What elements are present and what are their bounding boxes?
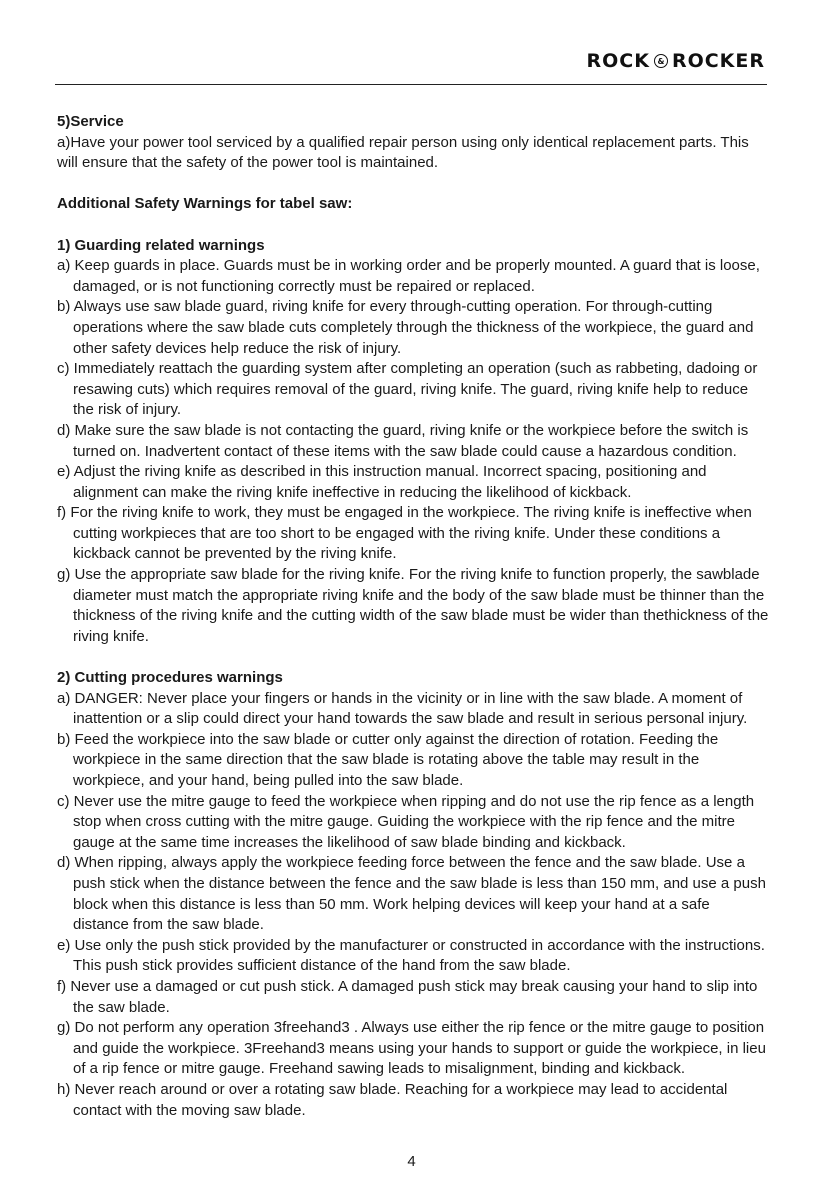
- cutting-item: c) Never use the mitre gauge to feed the workpiece when ripping and do not use the rip fence as a length stop when cross cutting with the mitre gauge. Guiding the workpiece with the rip fence and the mitre gauge at the same time increases the likelihood of saw blade binding and kickback.: [57, 792, 755, 851]
- cutting-item: g) Do not perform any operation 3freehand3 . Always use either the rip fence or the mitre gauge to position and guide the workpiece. 3Freehand3 means using your hands to support or guide the workpiece, in lieu of a rip fence or mitre gauge. Freehand sawing leads to misalignment, binding and kickback.: [57, 1019, 766, 1078]
- guarding-item: e) Adjust the riving knife as described in this instruction manual. Incorrect spacing, positioning and alignment can make the riving knife ineffective in reducing the likelihood of kickback.: [57, 463, 707, 501]
- guarding-item: d) Make sure the saw blade is not contacting the guard, riving knife or the workpiece before the switch is turned on. Inadvertent contact of these items with the saw blade could cause a hazardous condition.: [57, 421, 749, 460]
- service-paragraph: a)Have your power tool serviced by a qualified repair person using only identical replacement parts. This will ensure that the safety of the power tool is maintained.: [57, 133, 749, 172]
- brand-logo: [586, 50, 765, 72]
- cutting-heading: 2) Cutting procedures warnings: [57, 669, 283, 687]
- cutting-item: e) Use only the push stick provided by the manufacturer or constructed in accordance with the instructions. This push stick provides sufficient distance of the hand from the saw blade.: [57, 936, 765, 975]
- cutting-item: h) Never reach around or over a rotating saw blade. Reaching for a workpiece may lead to accidental contact with the moving saw blade.: [57, 1080, 728, 1119]
- page-number: 4: [407, 1153, 416, 1170]
- cutting-item: d) When ripping, always apply the workpiece feeding force between the fence and the saw blade. Use a push stick when the distance between the fence and the saw blade is less than 150 mm, and use a push block when this distance is less than 50 mm. Work helping devices will keep your hand at a safe distance from the saw blade.: [57, 854, 766, 934]
- logo-text-left: ROCK: [586, 50, 650, 72]
- header-divider: [55, 84, 767, 85]
- logo-ampersand: &: [654, 54, 668, 68]
- service-heading: 5)Service: [57, 113, 124, 130]
- cutting-item: a) DANGER: Never place your fingers or hands in the vicinity or in line with the saw blade. A moment of inattention or a slip could direct your hand towards the saw blade and result in serious personal injury.: [57, 689, 748, 728]
- logo-text-right: ROCKER: [671, 50, 765, 72]
- guarding-item: b) Always use saw blade guard, riving knife for every through-cutting operation. For through-cutting operations where the saw blade cuts completely through the thickness of the workpiece, the guard and other safety devices help reduce the risk of injury.: [57, 298, 754, 357]
- guarding-item: a) Keep guards in place. Guards must be in working order and be properly mounted. A guard that is loose, damaged, or is not functioning correctly must be repaired or replaced.: [57, 257, 760, 295]
- page-content: [57, 112, 769, 1121]
- cutting-item: f) Never use a damaged or cut push stick. A damaged push stick may break causing your hand to slip into the saw blade.: [57, 977, 758, 1016]
- cutting-item: b) Feed the workpiece into the saw blade or cutter only against the direction of rotation. Feeding the workpiece in the same direction that the saw blade is rotating above the table may result in the workpiece, and your hand, being pulled into the saw blade.: [57, 730, 719, 789]
- additional-heading: Additional Safety Warnings for tabel saw:: [57, 195, 353, 213]
- guarding-item: c) Immediately reattach the guarding system after completing an operation (such as rabbeting, dadoing or resawing cuts) which requires removal of the guard, riving knife. The guard, riving knife help to reduce the risk of injury.: [57, 360, 758, 419]
- guarding-heading: 1) Guarding related warnings: [57, 236, 265, 254]
- guarding-item: g) Use the appropriate saw blade for the riving knife. For the riving knife to function properly, the sawblade diameter must match the appropriate riving knife and the body of the saw blade must be thinner than the thickness of the riving knife and the cutting width of the saw blade must be wider than thethickness of the riving knife.: [57, 566, 769, 645]
- guarding-item: f) For the riving knife to work, they must be engaged in the workpiece. The riving knife is ineffective when cutting workpieces that are too short to be engaged with the riving knife. Under these conditions a kickback cannot be prevented by the riving knife.: [57, 504, 752, 563]
